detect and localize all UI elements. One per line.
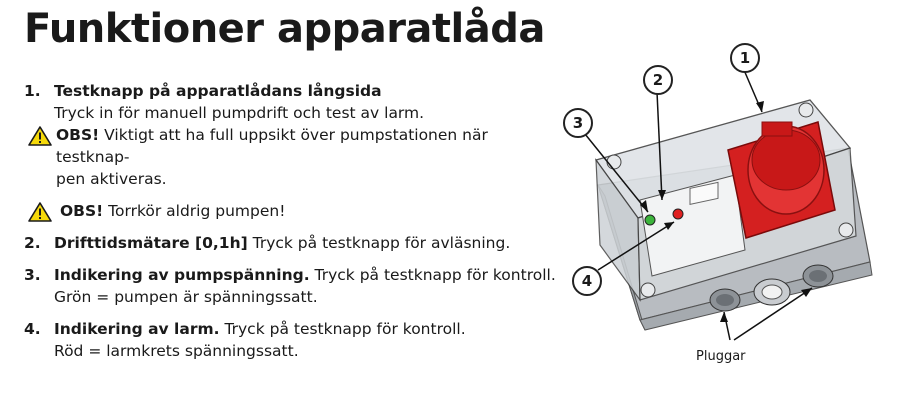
red-led	[673, 209, 683, 219]
item-body-cont: Röd = larmkrets spänningssatt.	[54, 342, 299, 360]
item-body: Tryck på testknapp för kontroll.	[219, 320, 466, 338]
screw-icon	[641, 283, 655, 297]
warning-1	[28, 124, 564, 190]
list-item-3	[24, 264, 564, 308]
item-number: 3.	[24, 266, 41, 284]
list-item-4	[24, 318, 564, 362]
control-box-illustration	[560, 40, 900, 380]
callout-3: 3	[563, 108, 593, 138]
feature-list	[24, 80, 564, 362]
warning-icon	[28, 202, 52, 222]
warning-2	[28, 200, 564, 222]
item-heading: Drifttidsmätare [0,1h]	[54, 234, 248, 252]
item-body-cont: Grön = pumpen är spänningssatt.	[54, 288, 318, 306]
item-body: Tryck på testknapp för avläsning.	[247, 234, 511, 252]
item-heading: Testknapp på apparatlådans långsida	[54, 82, 382, 100]
item-body: Tryck in för manuell pumpdrift och test av larm.	[54, 104, 425, 122]
pluggar-label: Pluggar	[696, 349, 746, 364]
screw-icon	[799, 103, 813, 117]
list-item-2	[24, 232, 564, 254]
warning-icon	[28, 126, 52, 146]
page-title: Funktioner apparatlåda	[24, 6, 545, 52]
callout-4: 4	[572, 266, 602, 296]
item-heading: Indikering av pumpspänning.	[54, 266, 310, 284]
warning-text	[56, 124, 564, 190]
warning-label: OBS!	[60, 202, 104, 220]
warning-text	[60, 200, 285, 222]
warning-body-cont: pen aktiveras.	[56, 170, 167, 188]
warning-body: Viktigt att ha full uppsikt över pumpstationen när testknap-	[56, 126, 488, 166]
callout-1: 1	[730, 43, 760, 73]
green-led	[645, 215, 655, 225]
item-heading: Indikering av larm.	[54, 320, 220, 338]
screw-icon	[607, 155, 621, 169]
item-number: 2.	[24, 234, 41, 252]
warning-label: OBS!	[56, 126, 100, 144]
list-item-1	[24, 80, 564, 124]
item-body: Tryck på testknapp för kontroll.	[309, 266, 556, 284]
item-number: 1.	[24, 82, 41, 100]
warning-body: Torrkör aldrig pumpen!	[103, 202, 286, 220]
screw-icon	[839, 223, 853, 237]
callout-2: 2	[643, 65, 673, 95]
item-number: 4.	[24, 320, 41, 338]
